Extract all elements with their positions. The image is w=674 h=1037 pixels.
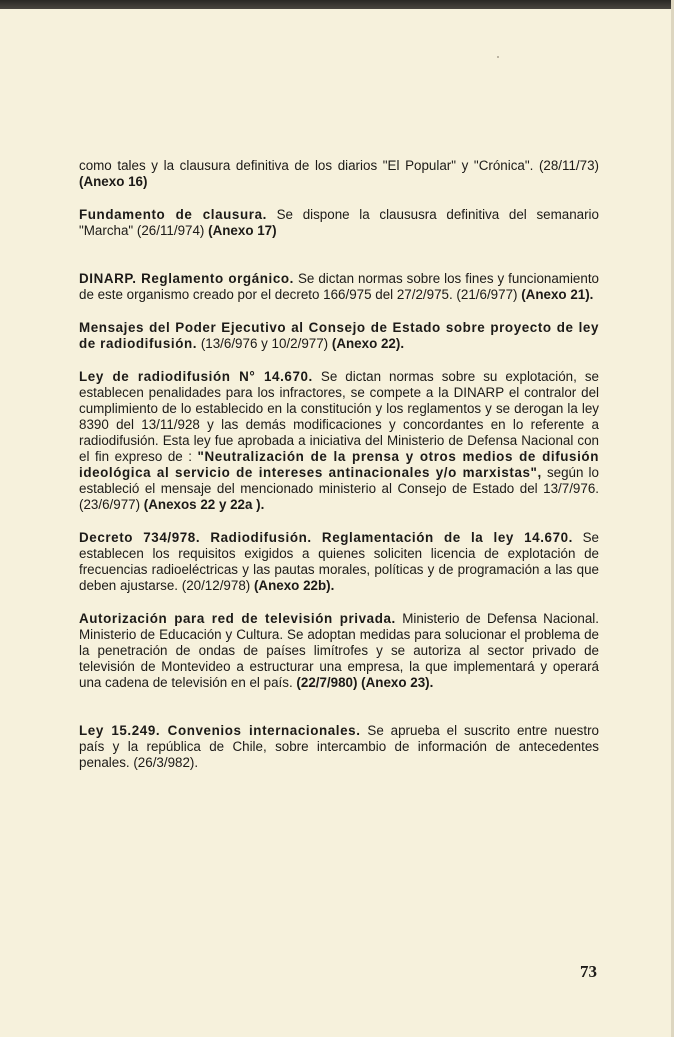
entry-text: (13/6/976 y 10/2/977) <box>200 336 329 351</box>
entry-heading: Fundamento de clausura. <box>79 207 267 222</box>
annex-reference: (Anexo 17) <box>208 223 277 238</box>
entry-ley-15249 <box>79 723 599 771</box>
entry-heading: Ley 15.249. Convenios internacionales. <box>79 723 361 738</box>
page-number: 73 <box>580 962 597 981</box>
entry-mensajes-poder-ejecutivo <box>79 320 599 352</box>
entry-text: Ministerio de Defensa Nacional. Ministerio de Educación y Cultura. Se adoptan medidas para solucionar el problema de la penetración de ondas de países limítrofes y se autoriza al sector privado de televisión de Montevideo a estructurar una empresa, la que implementará y operará una cadena de televisión en el país. <box>79 611 599 690</box>
entry-text: como tales y la clausura definitiva de los diarios "El Popular" y "Crónica". (28/11/73) <box>79 158 599 173</box>
entry-dinarp <box>79 271 599 303</box>
entry-text: Se establecen los requisitos exigidos a quienes soliciten licencia de explotación de frecuencias radioeléctricas y las pautas morales, políticas y de programación a las que deben ajustarse. (20/12/978) <box>79 530 599 593</box>
annex-reference: (22/7/980) (Anexo 23). <box>296 675 434 690</box>
entry-heading: Ley de radiodifusión N° 14.670. <box>79 369 313 384</box>
entry-text: Se dictan normas sobre los fines y funcionamiento de este organismo creado por el decreto 166/975 del 27/2/975. (21/6/977) <box>79 271 599 302</box>
paper-speck <box>497 56 499 58</box>
entry-heading: Mensajes del Poder Ejecutivo al Consejo de Estado sobre proyecto de ley de radiodifusión. <box>79 320 599 351</box>
annex-reference: (Anexos 22 y 22a ). <box>143 497 265 512</box>
entry-text: Se dispone la claususra definitiva del semanario "Marcha" (26/11/974) <box>79 207 599 238</box>
entry-text: Se aprueba el suscrito entre nuestro país y la república de Chile, sobre intercambio de información de antecedentes penales. (26/3/982). <box>79 723 599 770</box>
entry-heading: Autorización para red de televisión privada. <box>79 611 396 626</box>
entry-clausura-diarios <box>79 158 599 190</box>
page-body <box>79 158 599 788</box>
entry-text-continued: según lo estableció el mensaje del mencionado ministerio al Consejo de Estado del 13/7/976. (23/6/977) <box>79 465 599 512</box>
entry-decreto-734 <box>79 530 599 594</box>
annex-reference: (Anexo 22b). <box>253 578 335 593</box>
annex-reference: (Anexo 22). <box>331 336 405 351</box>
page-top-edge <box>0 0 674 9</box>
entry-heading: Decreto 734/978. Radiodifusión. Reglamentación de la ley 14.670. <box>79 530 573 545</box>
entry-heading: DINARP. Reglamento orgánico. <box>79 271 294 286</box>
entry-fundamento-clausura <box>79 207 599 239</box>
entry-quote: "Neutralización de la prensa y otros medios de difusión ideológica al servicio de intereses antinacionales y/o marxistas", <box>79 449 599 480</box>
entry-ley-radiodifusion <box>79 369 599 513</box>
annex-reference: (Anexo 21). <box>521 287 594 302</box>
entry-text: Se dictan normas sobre su explotación, se establecen penalidades para los infractores, se compete a la DINARP el contralor del cumplimiento de lo establecido en la constitución y los reglamentos y se derogan la ley 8390 del 13/11/928 y las demás modificaciones y concordantes en lo referente a radiodifusión. Esta ley fue aprobada a iniciativa del Ministerio de Defensa Nacional con el fin expreso de : <box>79 369 599 464</box>
entry-television-privada <box>79 611 599 691</box>
annex-reference: (Anexo 16) <box>79 174 148 189</box>
